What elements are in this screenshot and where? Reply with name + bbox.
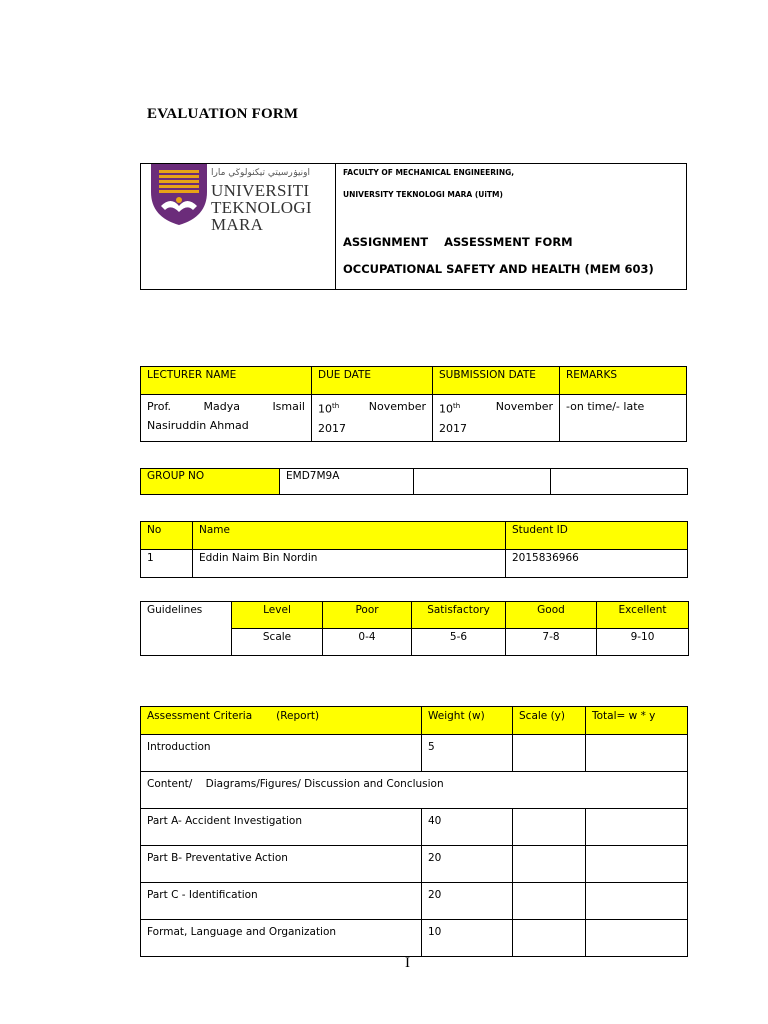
section-content: Content/ Diagrams/Figures/ Discussion and Conclusion [141, 772, 688, 809]
criteria-part-c: Part C - Identification [141, 883, 422, 920]
logo-line-2: TEKNOLOGI [211, 198, 312, 217]
table-row [141, 846, 688, 883]
guide-good: Good [506, 602, 597, 629]
total-part-a[interactable] [586, 809, 688, 846]
member-no: 1 [141, 550, 193, 578]
course-title: OCCUPATIONAL SAFETY AND HEALTH (MEM 603) [343, 262, 654, 276]
guide-level: Level [232, 602, 323, 629]
criteria-part-b: Part B- Preventative Action [141, 846, 422, 883]
member-name: Eddin Naim Bin Nordin [193, 550, 506, 578]
weight-part-b: 20 [422, 846, 513, 883]
sub-day-suffix: th [453, 402, 461, 410]
table-row [141, 920, 688, 957]
weight-format: 10 [422, 920, 513, 957]
table-row [141, 735, 688, 772]
header-weight: Weight (w) [422, 707, 513, 735]
members-table [140, 521, 688, 578]
criteria-introduction: Introduction [141, 735, 422, 772]
header-submission-date: SUBMISSION DATE [433, 367, 560, 395]
table-row [141, 550, 688, 578]
group-value: EMD7M9A [280, 469, 414, 495]
guide-scale-label: Scale [232, 629, 323, 656]
total-part-c[interactable] [586, 883, 688, 920]
lecturer-table [140, 366, 687, 442]
scale-part-a[interactable] [513, 809, 586, 846]
header-remarks: REMARKS [560, 367, 687, 395]
logo-line-3: MARA [211, 215, 264, 234]
logo-cell [141, 164, 336, 290]
guide-excellent: Excellent [597, 602, 689, 629]
logo-jawi-text: اونيۏرسيتي تيكنولوڬي مارا [211, 168, 311, 178]
university-name: UNIVERSITY TEKNOLOGI MARA (UiTM) [343, 190, 503, 199]
weight-part-c: 20 [422, 883, 513, 920]
due-day-suffix: th [332, 402, 340, 410]
form-title-part-a: ASSIGNMENT [343, 235, 429, 249]
due-day: 10 [318, 402, 332, 416]
group-label: GROUP NO [141, 469, 280, 495]
group-empty-2 [551, 469, 688, 495]
lecturer-title-1: Prof. [147, 400, 172, 413]
submission-date-cell [433, 395, 560, 442]
scale-part-c[interactable] [513, 883, 586, 920]
header-scale: Scale (y) [513, 707, 586, 735]
logo-line-1: UNIVERSITI [211, 181, 310, 200]
guidelines-label: Guidelines [141, 602, 232, 656]
table-row [141, 772, 688, 809]
header-no: No [141, 522, 193, 550]
guide-scale-excellent: 9-10 [597, 629, 689, 656]
page-number: I [405, 955, 410, 971]
group-empty-1 [414, 469, 551, 495]
due-date-cell [312, 395, 433, 442]
guide-scale-poor: 0-4 [323, 629, 412, 656]
lecturer-first-name: Ismail [272, 400, 305, 413]
total-introduction[interactable] [586, 735, 688, 772]
logo-wordmark [211, 182, 312, 233]
total-part-b[interactable] [586, 846, 688, 883]
lecturer-name-cell [141, 395, 312, 442]
guide-satisfactory: Satisfactory [412, 602, 506, 629]
criteria-report-label: (Report) [276, 710, 320, 722]
header-assessment-criteria [141, 707, 422, 735]
remarks-cell: -on time/- late [560, 395, 687, 442]
faculty-name: FACULTY OF MECHANICAL ENGINEERING, [343, 168, 515, 177]
weight-part-a: 40 [422, 809, 513, 846]
guidelines-table [140, 601, 689, 656]
lecturer-name-line-2: Nasiruddin Ahmad [147, 419, 249, 432]
scale-introduction[interactable] [513, 735, 586, 772]
form-title [343, 235, 573, 249]
due-year: 2017 [318, 421, 346, 435]
header-total: Total= w * y [586, 707, 688, 735]
header-student-id: Student ID [506, 522, 688, 550]
criteria-part-a: Part A- Accident Investigation [141, 809, 422, 846]
scale-part-b[interactable] [513, 846, 586, 883]
table-row [141, 809, 688, 846]
total-format[interactable] [586, 920, 688, 957]
faculty-info-cell [336, 164, 687, 290]
guide-scale-good: 7-8 [506, 629, 597, 656]
assessment-table [140, 706, 688, 957]
sub-year: 2017 [439, 421, 467, 435]
scale-format[interactable] [513, 920, 586, 957]
page-title: EVALUATION FORM [147, 106, 299, 122]
table-row [141, 883, 688, 920]
member-student-id: 2015836966 [506, 550, 688, 578]
form-title-part-b: ASSESSMENT FORM [444, 235, 573, 249]
weight-introduction: 5 [422, 735, 513, 772]
header-name: Name [193, 522, 506, 550]
criteria-label: Assessment Criteria [147, 710, 253, 722]
guide-scale-satisfactory: 5-6 [412, 629, 506, 656]
guide-poor: Poor [323, 602, 412, 629]
lecturer-title-2: Madya [203, 400, 240, 413]
uitm-logo-icon [147, 162, 211, 226]
sub-month: November [495, 400, 553, 413]
due-month: November [368, 400, 426, 413]
header-lecturer-name: LECTURER NAME [141, 367, 312, 395]
form-header [140, 163, 687, 290]
header-due-date: DUE DATE [312, 367, 433, 395]
group-table [140, 468, 688, 495]
sub-day: 10 [439, 402, 453, 416]
criteria-format: Format, Language and Organization [141, 920, 422, 957]
lecturer-name-line-1 [147, 397, 305, 416]
